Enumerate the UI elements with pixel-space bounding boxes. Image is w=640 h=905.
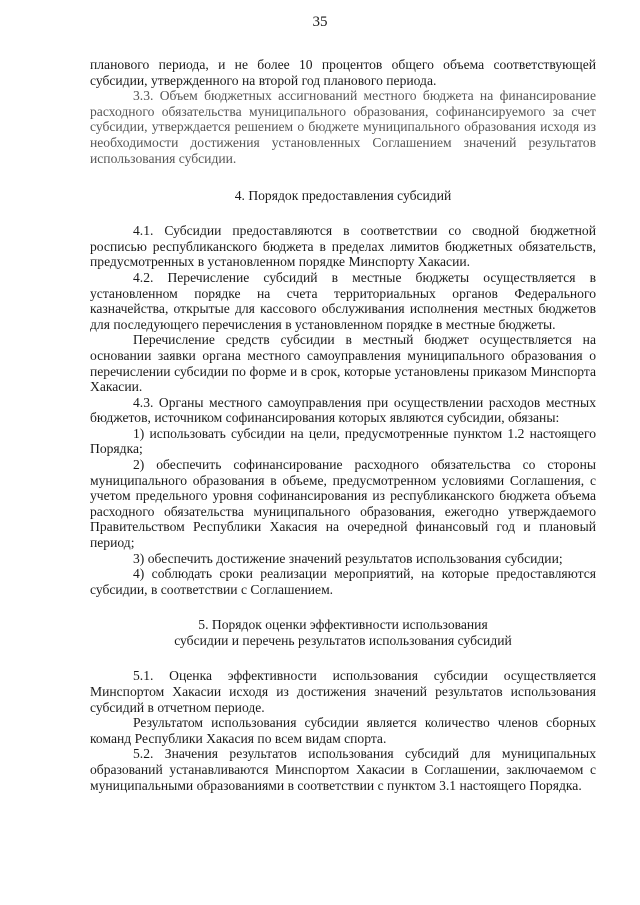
section-4-heading: 4. Порядок предоставления субсидий (234, 188, 452, 204)
paragraph-continuation: планового периода, и не более 10 процентов общего объема соответствующей субсидии, утвержденного на второй год планового периода. (90, 57, 596, 88)
paragraph-5-2: 5.2. Значения результатов использования субсидий для муниципальных образований устанавливаются Минспортом Хакасии в Соглашении, заключаемом с муниципальными образованиями в соответствии с пунктом 3.1 настоящего Порядка. (90, 746, 596, 793)
paragraph-4-2-transfer: Перечисление средств субсидии в местный бюджет осуществляется на основании заявки органа местного самоуправления муниципального образования о перечислении субсидии по форме и в срок, которые установлены приказом Минспорта Хакасии. (90, 332, 596, 395)
paragraph-4-1: 4.1. Субсидии предоставляются в соответствии со сводной бюджетной росписью республиканского бюджета в пределах лимитов бюджетных обязательств, предусмотренных в установленном порядке Минспорту Хакасии. (90, 223, 596, 270)
list-item-4: 4) соблюдать сроки реализации мероприятий, на которые предоставляются субсидии, в соответствии с Соглашением. (90, 566, 596, 597)
list-item-3: 3) обеспечить достижение значений результатов использования субсидии; (133, 550, 563, 566)
paragraph-4-3: 4.3. Органы местного самоуправления при осуществлении расходов местных бюджетов, источником софинансирования которых являются субсидии, обязаны: (90, 394, 596, 426)
list-item-1: 1) использовать субсидии на цели, предусмотренные пунктом 1.2 настоящего Порядка; (90, 425, 596, 457)
page-number: 35 (312, 14, 328, 30)
document-body (90, 57, 596, 793)
section-5-heading (90, 617, 596, 649)
section-5-heading-line-2: субсидии и перечень результатов использования субсидий (174, 633, 512, 649)
paragraph-5-1-result: Результатом использования субсидии является количество членов сборных команд Республики Хакасия по всем видам спорта. (90, 715, 596, 746)
paragraph-4-2: 4.2. Перечисление субсидий в местные бюджеты осуществляется в установленном порядке на счета территориальных органов Федерального казначейства, открытые для кассового обслуживания исполнения местных бюджетов для последующего перечисления в установленном порядке в местные бюджеты. (90, 269, 596, 332)
paragraph-5-1: 5.1. Оценка эффективности использования субсидии осуществляется Минспортом Хакасии исходя из достижения значений результатов использования субсидий в отчетном периоде. (90, 668, 596, 715)
section-5-heading-line-1: 5. Порядок оценки эффективности использования (198, 617, 488, 633)
paragraph-3-3: 3.3. Объем бюджетных ассигнований местного бюджета на финансирование расходного обязательства муниципального образования, софинансируемого за счет субсидии, утверждается решением о бюджете муниципального образования исходя из необходимости достижения установленных Соглашением значений результатов использования субсидии. (90, 88, 596, 166)
list-item-2: 2) обеспечить софинансирование расходного обязательства со стороны муниципального образования в объеме, предусмотренном условиями Соглашения, с учетом предельного уровня софинансирования из республиканского бюджета объема расходного обязательства муниципального образования, ежегодно утверждаемого Правительством Республики Хакасия на очередной финансовый год и плановый период; (90, 457, 596, 551)
